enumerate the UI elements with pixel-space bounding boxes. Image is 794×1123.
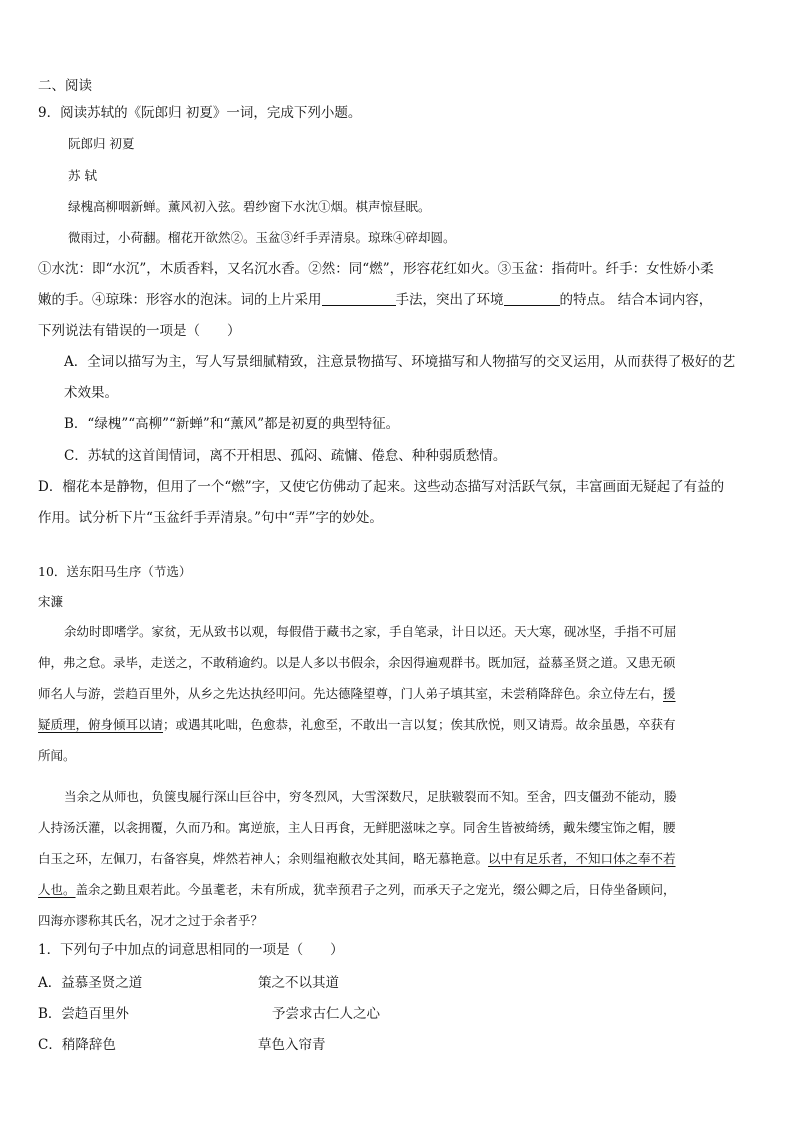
q9-option-d-line-1: D．榴花本是静物，但用了一个“燃”字，又使它仿佛动了起来。这些动态描写对活跃气氛，丰富画面无疑起了有益的 xyxy=(38,479,725,495)
passage-p2-line-2: 人持汤沃灌，以衾拥覆，久而乃和。寓逆旅，主人日再食，无鲜肥滋味之享。同舍生皆被绮绣，戴朱缨宝饰之帽，腰 xyxy=(38,820,676,835)
answer-blank-environment[interactable] xyxy=(504,291,560,306)
q9-option-c: C．苏轼的这首闺情词，离不开相思、孤闷、疏慵、倦怠、种种弱质愁情。 xyxy=(64,448,507,464)
q9-option-a-line-2: 术效果。 xyxy=(64,385,118,401)
poem-line-1: 绿槐高柳咽新蝉。薰风初入弦。碧纱窗下水沈①烟。棋声惊昼眠。 xyxy=(68,199,431,214)
q10-option-c-left: C．稍降辞色 xyxy=(38,1037,116,1053)
passage-p2-line-3 xyxy=(38,849,676,869)
answer-blank-technique[interactable] xyxy=(322,291,396,306)
passage-p2-line-4-text: 盖余之勤且艰若此。今虽耄老，未有所成，犹幸预君子之列，而承天子之宠光，缀公卿之后，日侍坐备顾问， xyxy=(75,882,676,897)
passage-p2-line-5: 四海亦谬称其氏名，况才之过于余者乎？ xyxy=(38,913,264,928)
passage-p1-line-3-text: 师名人与游，尝趋百里外，从乡之先达执经叩问。先达德隆望尊，门人弟子填其室，未尝稍降辞色。余立侍左右， xyxy=(38,686,664,701)
passage-p1-line-1: 余幼时即嗜学。家贫，无从致书以观，每假借于藏书之家，手自笔录，计日以还。天大寒，砚冰坚，手指不可屈 xyxy=(64,624,677,639)
q10-title: 10．送东阳马生序（节选） xyxy=(38,564,192,579)
notes-line-2-c: 的特点。 结合本词内容， xyxy=(559,292,713,308)
passage-p1-line-2: 伸，弗之怠。录毕，走送之，不敢稍逾约。以是人多以书假余，余因得遍观群书。既加冠，益慕圣贤之道。又患无硕 xyxy=(38,655,676,670)
passage-p2-line-3-text: 白玉之环，左佩刀，右备容臭，烨然若神人；余则缊袍敝衣处其间，略无慕艳意。 xyxy=(38,851,489,866)
poem-author: 苏 轼 xyxy=(68,168,97,183)
passage-p1-line-4 xyxy=(38,715,676,735)
underlined-phrase-1b: 疑质理，俯身倾耳以请 xyxy=(38,717,164,732)
q10-sub-question-1: 1．下列句子中加点的词意思相同的一项是（ ） xyxy=(38,942,344,958)
q10-option-a-left: A．益慕圣贤之道 xyxy=(38,975,143,991)
poem-title: 阮郎归 初夏 xyxy=(68,136,135,151)
q10-author: 宋濂 xyxy=(38,594,64,609)
q10-option-c-right: 草色入帘青 xyxy=(258,1037,326,1053)
underlined-phrase-1a: 援 xyxy=(663,686,676,701)
passage-p2-line-4 xyxy=(38,880,676,900)
q9-option-a-line-1: A．全词以描写为主，写人写景细腻精致，注意景物描写、环境描写和人物描写的交叉运用，从而获得了极好的艺 xyxy=(64,354,736,370)
passage-p1-line-5: 所闻。 xyxy=(38,748,76,763)
q9-option-b: B．“绿槐”“高柳”“新蝉”和“薰风”都是初夏的典型特征。 xyxy=(64,416,400,432)
q10-option-b-right: 予尝求古仁人之心 xyxy=(272,1006,380,1022)
notes-line-2 xyxy=(38,290,712,310)
q9-option-d-line-2: 作用。试分析下片“玉盆纤手弄清泉。”句中“弄”字的妙处。 xyxy=(38,510,383,526)
notes-line-1: ①水沈：即“水沉”，木质香料，又名沉水香。②然：同“燃”，形容花红如火。③玉盆：指荷叶。纤手：女性娇小柔 xyxy=(38,261,714,277)
underlined-phrase-2a: 以中有足乐者，不知口体之奉不若 xyxy=(488,851,676,866)
q9-question: 下列说法有错误的一项是（ ） xyxy=(38,323,241,339)
passage-p1-line-4-text: ；或遇其叱咄，色愈恭，礼愈至，不敢出一言以复；俟其欣悦，则又请焉。故余虽愚，卒获有 xyxy=(163,717,676,732)
underlined-phrase-2b: 人也。 xyxy=(38,882,76,897)
q10-option-a-right: 策之不以其道 xyxy=(258,975,339,991)
q10-option-b-left: B．尝趋百里外 xyxy=(38,1006,129,1022)
passage-p2-line-1: 当余之从师也，负箧曳屣行深山巨谷中，穷冬烈风，大雪深数尺，足肤皲裂而不知。至舍，四支僵劲不能动，媵 xyxy=(64,789,677,804)
notes-line-2-b: 手法，突出了环境 xyxy=(395,292,504,308)
poem-line-2: 微雨过，小荷翻。榴花开欲然②。玉盆③纤手弄清泉。琼珠④碎却圆。 xyxy=(68,230,456,245)
q9-prompt: 9．阅读苏轼的《阮郎归 初夏》一词，完成下列小题。 xyxy=(38,105,362,121)
passage-p1-line-3 xyxy=(38,684,676,704)
section-title: 二、阅读 xyxy=(38,78,92,94)
notes-line-2-a: 嫩的手。④琼珠：形容水的泡沫。词的上片采用 xyxy=(38,292,322,308)
